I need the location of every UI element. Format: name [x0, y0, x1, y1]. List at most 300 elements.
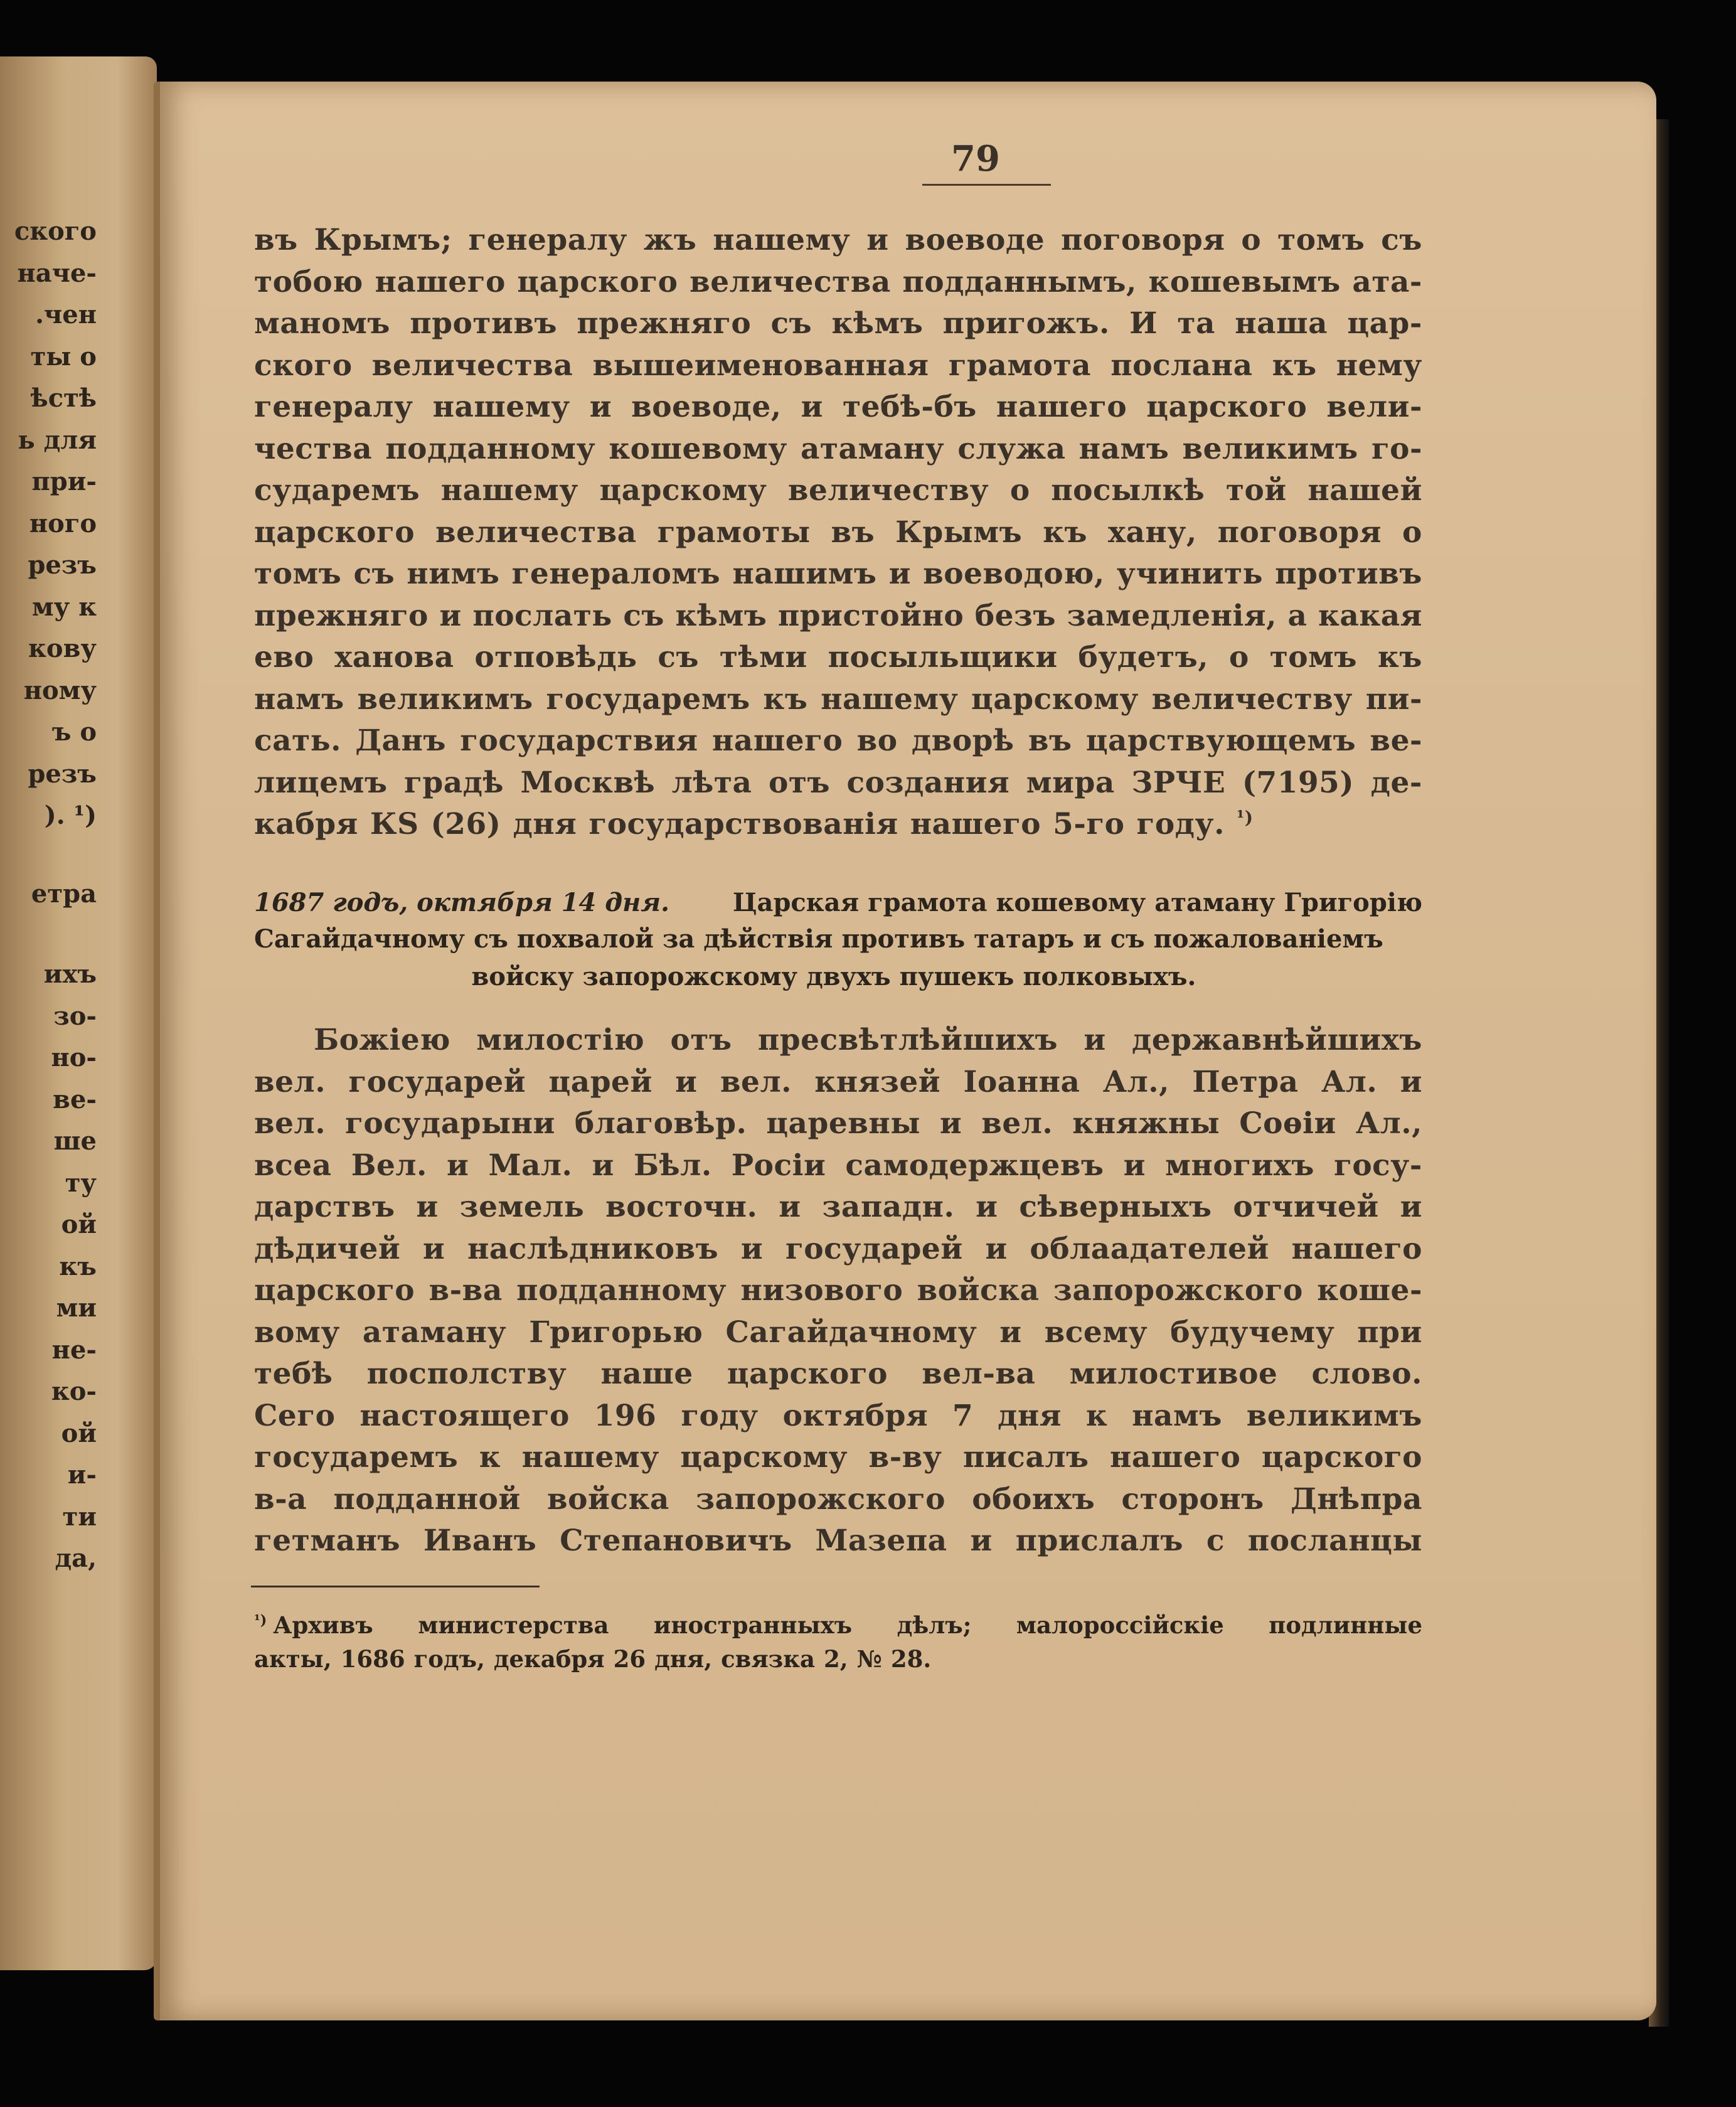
word: величества: [435, 515, 637, 550]
word: нашему: [713, 223, 851, 257]
word: в-ва: [429, 1273, 503, 1308]
word: хану,: [1107, 515, 1197, 550]
left-page-text-fragment: етра: [31, 878, 97, 909]
word: облаадателей: [1030, 1231, 1269, 1266]
text-line: [254, 599, 1422, 633]
word: тебѣ: [254, 1357, 333, 1391]
word: мира: [1026, 765, 1115, 800]
word: 7: [952, 1398, 974, 1433]
heading-line-3-text: войску запорожскому двухъ пушекъ полковыхъ.: [471, 962, 1196, 991]
word: намъ: [254, 681, 344, 717]
footnote-word: 2,: [824, 1645, 848, 1673]
word: прислалъ: [1015, 1523, 1184, 1558]
word: воеводою,: [923, 557, 1105, 591]
word: и: [1400, 1064, 1422, 1099]
word: цар-: [1347, 306, 1422, 341]
left-page-text-fragment: ми: [56, 1293, 97, 1323]
word: дворѣ: [911, 723, 1014, 758]
word: отъ: [670, 1023, 732, 1057]
word: и: [939, 1106, 962, 1141]
word: царского: [1261, 1440, 1422, 1475]
footnote-word: подлинные: [1269, 1611, 1422, 1639]
word: нашему: [432, 390, 570, 424]
word: вышеименованная: [592, 348, 929, 383]
text-line: [254, 348, 1422, 383]
text-line: [254, 1232, 1422, 1266]
word: низового: [740, 1273, 903, 1308]
word: в-а: [254, 1481, 307, 1517]
word: учинить: [1116, 557, 1264, 591]
word: къ: [1272, 348, 1317, 383]
word: великимъ: [357, 681, 533, 717]
footnote-word: связка: [721, 1645, 815, 1673]
word: го-: [1371, 431, 1422, 466]
word: державнѣйшихъ: [1132, 1023, 1422, 1057]
word: и: [589, 390, 612, 424]
text-line: [254, 1440, 1422, 1475]
word: земель: [459, 1190, 585, 1224]
footnote-word: декабря: [493, 1645, 605, 1673]
word: нашего: [1109, 1440, 1241, 1475]
word: наша: [1235, 306, 1328, 341]
left-page-text-fragment: резъ: [28, 759, 97, 789]
text-line: [254, 1482, 1422, 1517]
word: воеводе: [905, 223, 1045, 257]
word: кабря: [254, 807, 358, 841]
word: Ал.: [1321, 1064, 1378, 1099]
word: госу-: [1334, 1148, 1422, 1183]
left-page-text-fragment: ше: [53, 1126, 97, 1156]
word: вели-: [1326, 390, 1422, 424]
word: войска: [917, 1273, 1040, 1308]
word: Росіи: [731, 1148, 826, 1183]
word: КS: [370, 807, 419, 841]
word: и: [1084, 1023, 1106, 1057]
word: томъ: [254, 557, 342, 591]
word: и: [439, 598, 462, 633]
text-line: [254, 640, 1422, 675]
footnote-text-line-1: [273, 1611, 1422, 1639]
word: съ: [1381, 223, 1422, 257]
word: Москвѣ: [520, 765, 656, 800]
document-heading-line-1: [254, 888, 1422, 917]
word: царского: [727, 1357, 888, 1391]
word: наше: [600, 1357, 693, 1391]
word: отповѣдь: [474, 640, 637, 675]
left-page-text-fragment: ского: [14, 216, 97, 246]
text-line: [254, 682, 1422, 717]
word: Бѣл.: [633, 1148, 712, 1183]
word: тѣми: [719, 640, 807, 675]
word: княжны: [1072, 1106, 1220, 1141]
word: Іоанна: [963, 1064, 1080, 1099]
word: наслѣдниковъ: [467, 1231, 719, 1266]
word: къ: [763, 681, 808, 717]
word: и: [866, 223, 889, 257]
word: Соѳіи: [1239, 1106, 1336, 1141]
word: в-ву: [868, 1440, 942, 1475]
text-line: [314, 1023, 1422, 1057]
word: и: [740, 1231, 764, 1266]
word: и: [446, 1148, 469, 1183]
word: нему: [1336, 348, 1422, 383]
word: о: [1402, 515, 1422, 550]
text-line: [254, 807, 1422, 841]
word: году: [681, 1398, 759, 1433]
word: с: [1206, 1523, 1225, 1558]
word: царскому: [680, 1440, 848, 1475]
word: слово.: [1311, 1357, 1422, 1391]
text-line: [254, 765, 1422, 800]
word: пристойно: [777, 598, 964, 633]
word: послана: [1110, 348, 1253, 383]
left-page-text-fragment: ты о: [30, 341, 97, 371]
left-page-text-fragment: и-: [67, 1460, 97, 1490]
word: благовѣр.: [574, 1106, 747, 1141]
left-page-text-fragment: ъ о: [51, 717, 97, 747]
word: писалъ: [962, 1440, 1089, 1475]
word: Ал.,: [1102, 1064, 1170, 1099]
word: нашему: [821, 681, 959, 717]
word: князей: [814, 1064, 941, 1099]
text-line: [254, 1357, 1422, 1391]
word: государствия: [460, 723, 698, 758]
left-page-text-fragment: ь для: [18, 425, 97, 455]
left-page-text-fragment: ного: [29, 508, 97, 538]
word: и: [801, 390, 824, 424]
word: Петра: [1192, 1064, 1299, 1099]
word: атаману: [800, 431, 945, 466]
word: какая: [1318, 598, 1422, 633]
word: государствованія: [588, 807, 898, 841]
word: нашему: [521, 1440, 659, 1475]
word: Мазепа: [815, 1523, 947, 1558]
word: чества: [254, 431, 373, 466]
word: великимъ: [1246, 1398, 1422, 1433]
left-page-text-fragment: ко-: [51, 1377, 97, 1406]
left-page-text-fragment: при-: [31, 467, 97, 496]
word: всему: [1044, 1315, 1148, 1350]
word: грамоты: [657, 515, 811, 550]
word: кѣмъ: [675, 598, 767, 633]
word: намъ: [1132, 1398, 1222, 1433]
word: и: [416, 1190, 439, 1224]
word: съ: [353, 557, 395, 591]
left-page-text-fragment: ве-: [53, 1084, 97, 1114]
word: къ: [1377, 640, 1422, 675]
left-page-text-fragment: но-: [51, 1043, 97, 1072]
word: той: [1225, 473, 1287, 508]
word: Степановичъ: [560, 1523, 792, 1558]
word: генералу: [254, 390, 413, 424]
word: пригожъ.: [942, 306, 1110, 341]
footnote-word: Архивъ: [273, 1611, 373, 1639]
word: въ: [254, 223, 298, 257]
word: настоящего: [359, 1398, 570, 1433]
word: нашему: [440, 473, 578, 508]
word: войска: [546, 1481, 669, 1517]
text-line: [254, 1148, 1422, 1183]
word: вел.: [254, 1064, 326, 1099]
word: послать: [472, 598, 612, 633]
left-page-text-fragment: ти: [62, 1502, 97, 1532]
word: нашей: [1307, 473, 1422, 508]
word: атаману: [362, 1315, 507, 1350]
text-line: [254, 1399, 1422, 1433]
left-page-text-fragment: му к: [31, 592, 97, 622]
word: запорожского: [696, 1481, 946, 1517]
word: и: [888, 557, 911, 591]
word: сѣверныхъ: [1019, 1190, 1212, 1224]
word: восточн.: [605, 1190, 758, 1224]
footnote-word: 1686: [340, 1645, 405, 1673]
word: томъ: [1269, 640, 1358, 675]
word: ата-: [1352, 264, 1422, 299]
left-page-edge: [0, 56, 157, 1970]
left-page-text-fragment: резъ: [28, 550, 97, 580]
word: посыльщики: [828, 640, 1058, 675]
word: нашего: [1291, 1231, 1422, 1266]
word: и: [422, 1231, 445, 1266]
word: величества: [690, 264, 891, 299]
page-number: 79: [951, 138, 1000, 179]
word: поговоря: [1217, 515, 1382, 550]
word: царского: [517, 264, 678, 299]
footnote-word: 28.: [890, 1645, 932, 1673]
footnote-word: дня,: [654, 1645, 713, 1673]
word: государемъ: [254, 1440, 459, 1475]
word: а: [1287, 598, 1307, 633]
text-line: [254, 515, 1422, 550]
word: посылкѣ: [1051, 473, 1205, 508]
word: октября: [782, 1398, 929, 1433]
left-page-text-fragment: зо-: [53, 1001, 97, 1031]
text-line: [254, 723, 1422, 758]
word: кѣмъ: [831, 306, 924, 341]
word: великимъ: [1182, 431, 1358, 466]
word: Сагайдачному: [725, 1315, 977, 1350]
word: и: [675, 1064, 698, 1099]
footnote-word: дѣлъ;: [897, 1611, 972, 1639]
word: прежняго: [254, 598, 429, 633]
word: посполству: [366, 1357, 567, 1391]
word: царского: [254, 515, 415, 550]
word: противъ: [1275, 557, 1422, 591]
word: пресвѣтлѣйшихъ: [757, 1023, 1058, 1057]
word: подданному: [385, 431, 596, 466]
left-page-text-fragment: не-: [51, 1335, 97, 1365]
left-page-text-fragment: кову: [28, 634, 97, 663]
word: подданному: [516, 1273, 727, 1308]
word: ханова: [334, 640, 454, 675]
footnote-mark: ¹): [254, 1612, 267, 1629]
word: кошевому: [609, 431, 787, 466]
word: тебѣ-бъ: [843, 390, 977, 424]
word: создания: [846, 765, 1010, 800]
word: Ал.,: [1355, 1106, 1422, 1141]
word: величеству: [1151, 681, 1353, 717]
word: коше-: [1317, 1273, 1422, 1308]
word: ЗРЧЕ: [1131, 765, 1226, 800]
word: ве-: [1370, 723, 1422, 758]
word: поговоря: [1061, 223, 1225, 257]
left-page-text-fragment: ). ¹): [44, 801, 97, 830]
word: съ: [623, 598, 664, 633]
word: нашего: [910, 807, 1041, 841]
word: нашего: [996, 390, 1127, 424]
word: та: [1177, 306, 1215, 341]
word: Иванъ: [423, 1523, 537, 1558]
left-page-text-fragment: наче-: [17, 258, 97, 288]
word: (26): [430, 807, 501, 841]
word: дня: [513, 807, 577, 841]
word: нимъ: [407, 557, 500, 591]
word: тобою: [254, 264, 363, 299]
word: вел-ва: [922, 1357, 1036, 1391]
word: государемъ: [546, 681, 750, 717]
word: царевны: [766, 1106, 920, 1141]
word: дарствъ: [254, 1190, 395, 1224]
word: государей: [348, 1064, 526, 1099]
footnote-word: 26: [613, 1645, 646, 1673]
word: посланцы: [1247, 1523, 1422, 1558]
word: и: [985, 1231, 1008, 1266]
word: величества: [371, 348, 573, 383]
left-page-text-fragment: ѣстѣ: [30, 383, 97, 413]
word: безъ: [974, 598, 1057, 633]
word: Вел.: [351, 1148, 427, 1183]
word: западн.: [822, 1190, 955, 1224]
footnote-word: акты,: [254, 1645, 332, 1673]
word: къ: [1043, 515, 1088, 550]
text-line: [254, 1315, 1422, 1350]
word: сать.: [254, 723, 341, 758]
word: отчичей: [1233, 1190, 1379, 1224]
text-line: [254, 473, 1422, 508]
word: нашего: [375, 264, 506, 299]
text-line: [254, 223, 1422, 257]
footnote-word: министерства: [418, 1611, 609, 1639]
word: пи-: [1365, 681, 1422, 717]
word: томъ: [1277, 223, 1365, 257]
page-number-rule: [922, 184, 1051, 186]
footnote-word: иностранныхъ: [653, 1611, 853, 1639]
word: Данъ: [355, 723, 446, 758]
word: Днѣпра: [1290, 1481, 1422, 1517]
word: милостивое: [1069, 1357, 1278, 1391]
word: градѣ: [404, 765, 504, 800]
word: вел.: [981, 1106, 1053, 1141]
word: самодержцевъ: [845, 1148, 1104, 1183]
word: обоихъ: [972, 1481, 1095, 1517]
word: кошевымъ: [1148, 264, 1341, 299]
text-line: [254, 306, 1422, 341]
word: и: [779, 1190, 801, 1224]
word: И: [1129, 306, 1158, 341]
word: генераломъ: [511, 557, 721, 591]
text-line: [254, 1106, 1422, 1141]
text-line: [254, 390, 1422, 424]
word: лицемъ: [254, 765, 388, 800]
word: Божіею: [314, 1023, 450, 1057]
word: (7195): [1242, 765, 1355, 800]
heading-title: Царская грамота кошевому атаману Григорію: [732, 888, 1422, 917]
word: всеа: [254, 1148, 332, 1183]
word: вел.: [720, 1064, 792, 1099]
left-page-text-fragment: къ: [59, 1251, 97, 1281]
word: милостію: [476, 1023, 645, 1057]
text-line: [254, 1273, 1422, 1308]
word: де-: [1370, 765, 1422, 800]
word: воеводе,: [631, 390, 782, 424]
word: Крымъ: [895, 515, 1023, 550]
footnote-line-1: [254, 1611, 1422, 1639]
text-line: [254, 1190, 1422, 1224]
footnote-rule: [251, 1586, 540, 1587]
left-page-text-fragment: .чен: [35, 300, 97, 329]
word: дня: [998, 1398, 1062, 1433]
word: 196: [594, 1398, 657, 1433]
word: ево: [254, 640, 314, 675]
left-page-text-fragment: ихъ: [43, 959, 97, 989]
word: и: [1123, 1148, 1146, 1183]
word: и: [1400, 1190, 1422, 1224]
word: сторонъ: [1121, 1481, 1264, 1517]
word: дѣдичей: [254, 1231, 401, 1266]
word: царей: [548, 1064, 652, 1099]
word: и: [976, 1190, 998, 1224]
word: Мал.: [488, 1148, 573, 1183]
word: царского: [254, 1273, 415, 1308]
word: генералу: [468, 223, 627, 257]
word: государыни: [345, 1106, 555, 1141]
footnote-word: малороссійскіе: [1016, 1611, 1224, 1639]
word: будучему: [1170, 1315, 1335, 1350]
word: будетъ,: [1078, 640, 1209, 675]
word: подданнымъ,: [902, 264, 1137, 299]
left-page-text-fragment: ному: [23, 675, 97, 705]
word: к: [1085, 1398, 1108, 1433]
word: и: [999, 1315, 1022, 1350]
word: грамота: [948, 348, 1092, 383]
word: многихъ: [1165, 1148, 1314, 1183]
word: нашего: [711, 723, 843, 758]
document-heading-line-2: [254, 924, 1422, 954]
word: въ: [1028, 723, 1072, 758]
heading-date: 1687 годъ, октября 14 дня.: [254, 888, 670, 917]
word: Крымъ;: [314, 223, 452, 257]
text-line: [254, 432, 1422, 466]
left-page-text-fragment: да,: [55, 1544, 97, 1573]
document-heading-line-3: [254, 962, 1422, 991]
footnote-word: годъ,: [413, 1645, 485, 1673]
text-line: [254, 557, 1422, 591]
text-line: [254, 1065, 1422, 1099]
word: маномъ: [254, 306, 390, 341]
word: царскому: [971, 681, 1139, 717]
footnote-word: №: [856, 1645, 882, 1673]
word: году.: [1136, 807, 1225, 841]
text-line: [254, 265, 1422, 299]
word: сударемъ: [254, 473, 420, 508]
word: и: [970, 1523, 993, 1558]
heading-line-2-text: Сагайдачному съ похвалой за дѣйствія противъ татаръ и съ пожалованіемъ: [254, 924, 1383, 954]
word: намъ: [1078, 431, 1169, 466]
word: о: [1009, 473, 1030, 508]
word: царскому: [599, 473, 767, 508]
word: к: [479, 1440, 501, 1475]
word: лѣта: [671, 765, 752, 800]
